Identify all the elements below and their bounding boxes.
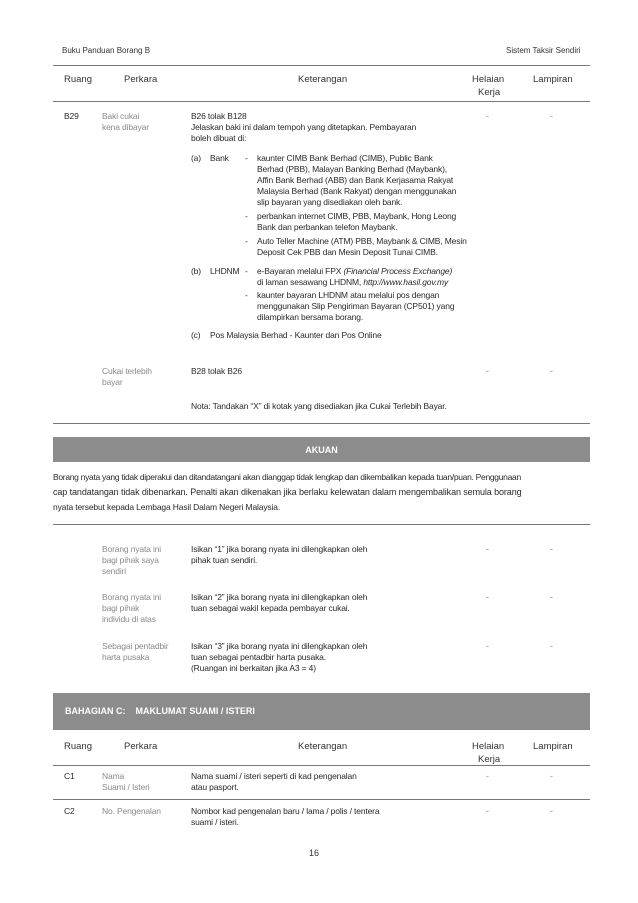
col-helaian-c: Helaian bbox=[472, 741, 505, 752]
row-b29-formula: B26 tolak B128 bbox=[191, 111, 247, 121]
row-b29-perkara-1: Baki cukai bbox=[102, 111, 140, 121]
option-a-label: (a) bbox=[191, 153, 201, 163]
row-b29-desc-1: Jelaskan baki ini dalam tempoh yang ditetapkan. Pembayaran bbox=[191, 122, 417, 132]
akuan-row-1-perkara-1: Borang nyata ini bbox=[102, 544, 162, 554]
akuan-row-3-ket-2: tuan sebagai pentadbir harta pusaka. bbox=[191, 652, 326, 662]
akuan-row-3-perkara-2: harta pusaka bbox=[102, 652, 150, 662]
bank-line-3: Affin Bank Berhad (ABB) dan Bank Kerjasama Rakyat bbox=[257, 175, 454, 185]
col-ruang: Ruang bbox=[64, 74, 92, 85]
akuan-row-2-perkara-1: Borang nyata ini bbox=[102, 592, 162, 602]
col-perkara: Perkara bbox=[124, 74, 158, 85]
bank-atm-2: Deposit Cek PBB dan Mesin Deposit Tunai CIMB. bbox=[257, 247, 438, 257]
akuan-row-2-perkara-3: individu di atas bbox=[102, 614, 156, 624]
akuan-row-1-ket-1: Isikan “1” jika borang nyata ini dilengkapkan oleh bbox=[191, 544, 368, 554]
option-b-label: (b) bbox=[191, 266, 201, 276]
col-keterangan-c: Keterangan bbox=[298, 741, 348, 752]
col-lampiran-c: Lampiran bbox=[533, 741, 573, 752]
row-cukai-formula: B28 tolak B26 bbox=[191, 366, 242, 376]
col-helaian: Helaian bbox=[472, 74, 505, 85]
akuan-paragraph-3: nyata tersebut kepada Lembaga Hasil Dalam Negeri Malaysia. bbox=[53, 502, 281, 512]
akuan-paragraph-1: Borang nyata yang tidak diperakui dan ditandatangani akan dianggap tidak lengkap dan dikembalikan kepada tuan/puan. Penggunaan bbox=[53, 472, 521, 482]
bank-internet-1: perbankan internet CIMB, PBB, Maybank, Hong Leong bbox=[257, 211, 457, 221]
row-b29-helaian: - bbox=[486, 111, 489, 121]
akuan-rule bbox=[53, 524, 590, 525]
akuan-row-2-ket-2: tuan sebagai wakil kepada pembayar cukai. bbox=[191, 603, 350, 613]
row-c2-perkara-1: No. Pengenalan bbox=[102, 806, 161, 816]
row-c1-perkara-2: Suami / Isteri bbox=[102, 782, 150, 792]
header-rule bbox=[53, 65, 590, 66]
row-c1-rule bbox=[53, 799, 590, 800]
bullet-dash: - bbox=[245, 236, 248, 246]
akuan-row-1-lampiran: - bbox=[550, 544, 553, 554]
row-c1-ket-1: Nama suami / isteri seperti di kad pengenalan bbox=[191, 771, 357, 781]
col-ruang-c: Ruang bbox=[64, 741, 92, 752]
table-header-rule bbox=[53, 101, 590, 102]
akuan-row-1-perkara-2: bagi pihak saya bbox=[102, 555, 159, 565]
bahagian-c-title: BAHAGIAN C: MAKLUMAT SUAMI / ISTERI bbox=[65, 706, 255, 716]
akuan-row-1-perkara-3: sendiri bbox=[102, 566, 126, 576]
bank-line-1: kaunter CIMB Bank Berhad (CIMB), Public Bank bbox=[257, 153, 433, 163]
lhdnm-website-link[interactable]: http://www.hasil.gov.my bbox=[363, 277, 449, 287]
option-c-label: (c) bbox=[191, 330, 201, 340]
lhdnm-line-5: dilampirkan bersama borang. bbox=[257, 312, 364, 322]
row-cukai-nota: Nota: Tandakan “X” di kotak yang disediakan jika Cukai Terlebih Bayar. bbox=[191, 401, 447, 411]
bank-line-4: Malaysia Berhad (Bank Rakyat) dengan menggunakan bbox=[257, 186, 457, 196]
row-c2-ruang: C2 bbox=[64, 806, 75, 816]
col-helaian-kerja: Kerja bbox=[478, 87, 501, 98]
akuan-row-2-ket-1: Isikan “2” jika borang nyata ini dilengkapkan oleh bbox=[191, 592, 368, 602]
akuan-title: AKUAN bbox=[305, 445, 338, 455]
lhdnm-line-3: kaunter bayaran LHDNM atau melalui pos dengan bbox=[257, 290, 440, 300]
akuan-paragraph-2: cap tandatangan tidak dibenarkan. Penalti akan dikenakan jika berlaku kelewatan dalam mengembalikan semula borang bbox=[53, 487, 522, 497]
akuan-row-2-perkara-2: bagi pihak bbox=[102, 603, 140, 613]
row-cukai-perkara-1: Cukai terlebih bbox=[102, 366, 152, 376]
col-keterangan: Keterangan bbox=[298, 74, 348, 85]
option-b-name: LHDNM bbox=[210, 266, 240, 276]
row-b29-lampiran: - bbox=[550, 111, 553, 121]
lhdnm-line-4: menggunakan Slip Pengiriman Bayaran (CP501) yang bbox=[257, 301, 455, 311]
bank-internet-2: Bank dan perbankan telefon Maybank. bbox=[257, 222, 398, 232]
akuan-row-3-perkara-1: Sebagai pentadbir bbox=[102, 641, 169, 651]
row-c1-perkara-1: Nama bbox=[102, 771, 125, 781]
row-b29-ruang: B29 bbox=[64, 111, 79, 121]
bank-line-2: Berhad (PBB), Malayan Banking Berhad (Maybank), bbox=[257, 164, 447, 174]
page-number: 16 bbox=[309, 848, 320, 858]
bullet-dash: - bbox=[245, 290, 248, 300]
row-c2-ket-1: Nombor kad pengenalan baru / lama / polis / tentera bbox=[191, 806, 380, 816]
option-c-text: Pos Malaysia Berhad - Kaunter dan Pos Online bbox=[210, 330, 382, 340]
row-c1-ket-2: atau pasport. bbox=[191, 782, 239, 792]
row-c2-lampiran: - bbox=[550, 806, 553, 816]
row-cukai-perkara-2: bayar bbox=[102, 377, 123, 387]
document-header-section: Sistem Taksir Sendiri bbox=[506, 46, 581, 55]
row-c2-helaian: - bbox=[486, 806, 489, 816]
row-c1-ruang: C1 bbox=[64, 771, 75, 781]
col-lampiran: Lampiran bbox=[533, 74, 573, 85]
akuan-row-1-ket-2: pihak tuan sendiri. bbox=[191, 555, 258, 565]
row-cukai-lampiran: - bbox=[550, 366, 553, 376]
row-c1-lampiran: - bbox=[550, 771, 553, 781]
akuan-band bbox=[53, 437, 590, 462]
lhdnm-line-2: di laman sesawang LHDNM, http://www.hasil.gov.my bbox=[257, 277, 449, 287]
row-b29-desc-2: boleh dibuat di: bbox=[191, 133, 247, 143]
option-a-name: Bank bbox=[210, 153, 229, 163]
row-c2-ket-2: suami / isteri. bbox=[191, 817, 239, 827]
lhdnm-line-1: e-Bayaran melalui FPX (Financial Process Exchange) bbox=[257, 266, 453, 276]
row-cukai-helaian: - bbox=[486, 366, 489, 376]
table-c-header-rule bbox=[53, 765, 590, 766]
bank-atm-1: Auto Teller Machine (ATM) PBB, Maybank & CIMB, Mesin bbox=[257, 236, 467, 246]
akuan-row-3-ket-3: (Ruangan ini berkaitan jika A3 = 4) bbox=[191, 663, 316, 673]
bullet-dash: - bbox=[245, 211, 248, 221]
col-perkara-c: Perkara bbox=[124, 741, 158, 752]
bullet-dash: - bbox=[245, 266, 248, 276]
bahagian-c-band bbox=[53, 693, 590, 730]
row-b29-perkara-2: kena dibayar bbox=[102, 122, 149, 132]
bullet-dash: - bbox=[245, 153, 248, 163]
akuan-row-3-ket-1: Isikan “3” jika borang nyata ini dilengkapkan oleh bbox=[191, 641, 368, 651]
akuan-row-3-lampiran: - bbox=[550, 641, 553, 651]
akuan-row-3-helaian: - bbox=[486, 641, 489, 651]
row-c1-helaian: - bbox=[486, 771, 489, 781]
document-header-title: Buku Panduan Borang B bbox=[62, 46, 151, 55]
akuan-row-2-helaian: - bbox=[486, 592, 489, 602]
col-helaian-kerja-c: Kerja bbox=[478, 754, 501, 765]
akuan-row-1-helaian: - bbox=[486, 544, 489, 554]
bank-line-5: slip bayaran yang disediakan oleh bank. bbox=[257, 197, 403, 207]
table-bottom-rule bbox=[53, 423, 590, 424]
akuan-row-2-lampiran: - bbox=[550, 592, 553, 602]
